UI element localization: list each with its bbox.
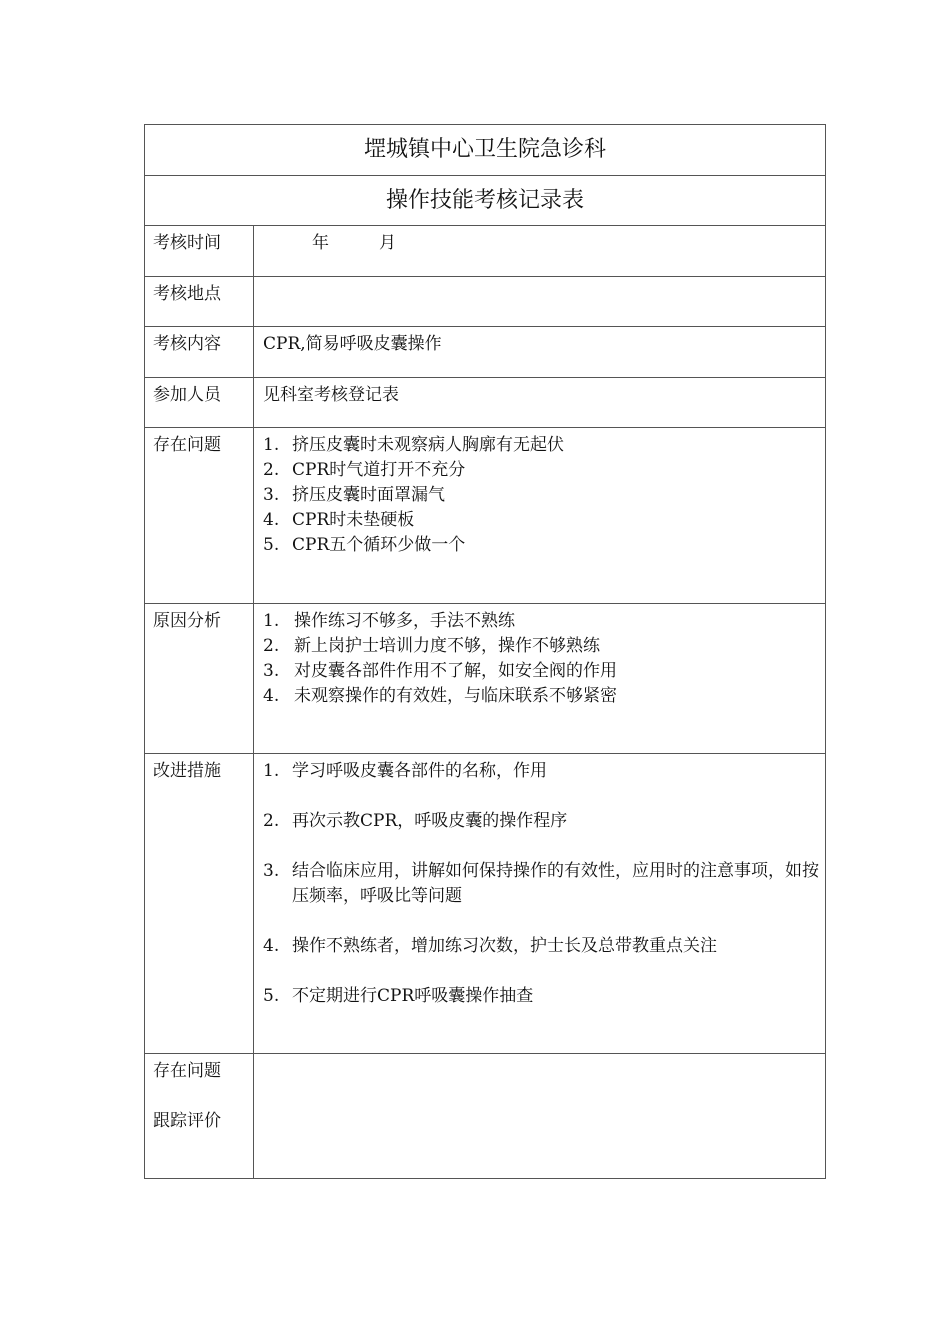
participants-label: 参加人员: [145, 378, 254, 428]
list-item: [263, 684, 819, 709]
list-item: [263, 483, 819, 508]
followup-label-line2: 跟踪评价: [153, 1111, 221, 1131]
item-number: 3.: [263, 485, 280, 505]
assessment-record-table: [144, 124, 826, 1179]
causes-row: [145, 604, 826, 754]
list-item: [263, 859, 819, 909]
followup-label: [145, 1054, 254, 1179]
item-text: 挤压皮囊时面罩漏气: [292, 485, 445, 505]
time-row: [145, 226, 826, 277]
list-item: [263, 508, 819, 533]
list-item: [263, 533, 819, 558]
list-item: [263, 634, 819, 659]
item-number: 3.: [263, 661, 280, 681]
item-number: 1.: [263, 435, 280, 455]
month-label: 月: [379, 233, 396, 253]
form-title: 操作技能考核记录表: [145, 176, 826, 226]
list-item: [263, 809, 819, 834]
item-text: 挤压皮囊时未观察病人胸廓有无起伏: [292, 435, 564, 455]
causes-list: [263, 609, 819, 709]
improvements-content: [254, 754, 826, 1054]
list-item: [263, 934, 819, 959]
list-item: [263, 609, 819, 634]
item-text: 操作不熟练者，增加练习次数，护士长及总带教重点关注: [292, 936, 717, 956]
place-value: [254, 277, 826, 327]
followup-label-line1: 存在问题: [153, 1061, 221, 1081]
causes-label: 原因分析: [145, 604, 254, 754]
item-number: 5.: [263, 986, 280, 1006]
item-text: CPR时未垫硬板: [292, 510, 415, 530]
place-label: 考核地点: [145, 277, 254, 327]
item-number: 2.: [263, 636, 280, 656]
org-title-row: [145, 125, 826, 176]
item-text: 操作练习不够多，手法不熟练: [294, 611, 515, 631]
list-item: [263, 433, 819, 458]
participants-row: [145, 378, 826, 428]
participants-value: 见科室考核登记表: [254, 378, 826, 428]
year-label: 年: [312, 233, 329, 253]
item-text: 未观察操作的有效姓，与临床联系不够紧密: [294, 686, 617, 706]
date-line: [263, 231, 819, 256]
improvements-label: 改进措施: [145, 754, 254, 1054]
item-text: 新上岗护士培训力度不够，操作不够熟练: [294, 636, 600, 656]
form-title-row: [145, 176, 826, 226]
problems-label: 存在问题: [145, 428, 254, 604]
followup-value: [254, 1054, 826, 1179]
item-text: 对皮囊各部件作用不了解，如安全阀的作用: [294, 661, 617, 681]
content-row: [145, 327, 826, 378]
followup-row: [145, 1054, 826, 1179]
list-item: [263, 458, 819, 483]
item-text: 再次示教CPR，呼吸皮囊的操作程序: [292, 811, 568, 831]
time-label: 考核时间: [145, 226, 254, 277]
item-number: 1.: [263, 761, 280, 781]
item-number: 4.: [263, 510, 280, 530]
item-text: 学习呼吸皮囊各部件的名称，作用: [292, 761, 547, 781]
item-number: 3.: [263, 861, 280, 881]
item-number: 4.: [263, 936, 280, 956]
item-number: 5.: [263, 535, 280, 555]
item-number: 1.: [263, 611, 280, 631]
item-text: CPR五个循环少做一个: [292, 535, 466, 555]
item-text: 不定期进行CPR呼吸囊操作抽查: [292, 986, 534, 1006]
problems-list: [263, 433, 819, 558]
item-text: 结合临床应用，讲解如何保持操作的有效性，应用时的注意事项，如按压频率，呼吸比等问题: [292, 861, 819, 906]
item-text: CPR时气道打开不充分: [292, 460, 466, 480]
item-number: 2.: [263, 460, 280, 480]
org-title: 堽城镇中心卫生院急诊科: [145, 125, 826, 176]
content-label: 考核内容: [145, 327, 254, 378]
place-row: [145, 277, 826, 327]
problems-content: [254, 428, 826, 604]
improvements-list: [263, 759, 819, 1009]
item-number: 2.: [263, 811, 280, 831]
causes-content: [254, 604, 826, 754]
problems-row: [145, 428, 826, 604]
time-value: [254, 226, 826, 277]
list-item: [263, 759, 819, 784]
list-item: [263, 659, 819, 684]
content-value: CPR,简易呼吸皮囊操作: [254, 327, 826, 378]
item-number: 4.: [263, 686, 280, 706]
improvements-row: [145, 754, 826, 1054]
list-item: [263, 984, 819, 1009]
